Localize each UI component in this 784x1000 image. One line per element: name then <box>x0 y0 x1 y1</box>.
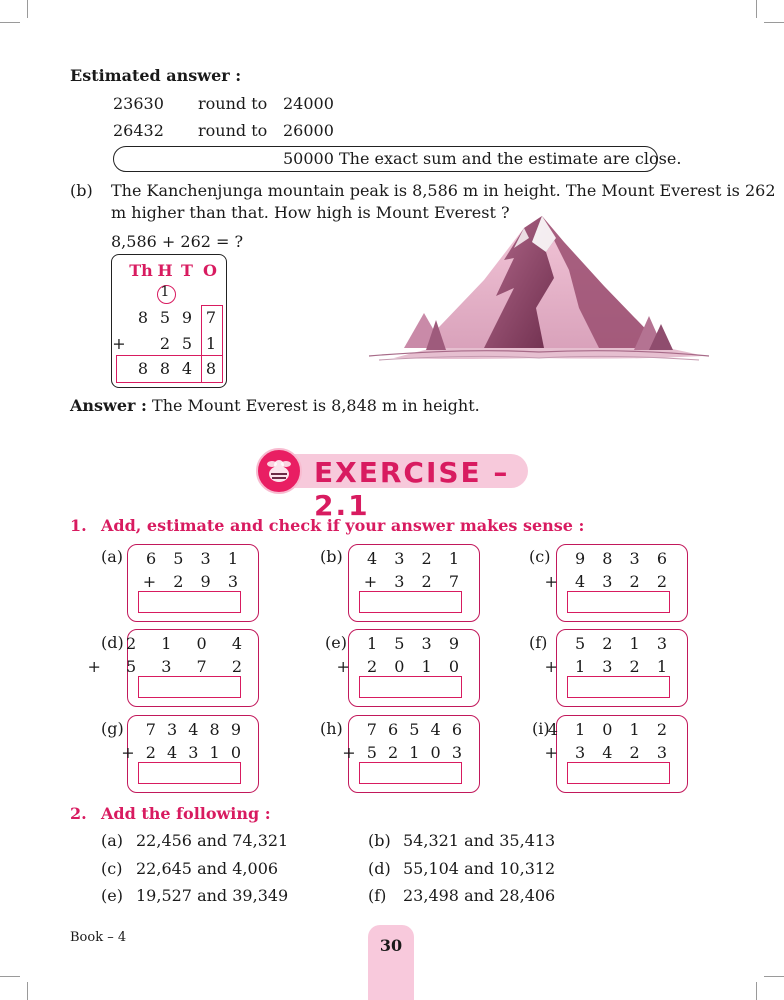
answer-box[interactable] <box>359 676 462 698</box>
estimated-heading: Estimated answer : <box>70 66 242 85</box>
result-digit: 8 <box>159 359 171 378</box>
bee-icon <box>256 448 302 494</box>
column-header: T <box>181 261 193 280</box>
addend-top: 2 1 0 4 <box>126 634 252 653</box>
addend-top: 9 8 3 6 <box>575 549 673 568</box>
item-label: (a) <box>101 831 124 850</box>
answer-box[interactable] <box>138 591 241 613</box>
exercise-banner <box>256 448 528 522</box>
item-text: 22,456 and 74,321 <box>136 831 289 850</box>
carry-digit: 1 <box>160 284 170 300</box>
item-label: (e) <box>325 633 347 652</box>
item-label: (h) <box>320 719 343 738</box>
result-digit: 8 <box>205 359 217 378</box>
estimate-result: 24000 <box>283 94 334 113</box>
column-header: H <box>157 261 173 280</box>
digit: 8 <box>137 308 149 327</box>
crop-mark <box>27 0 28 18</box>
problem-text: m higher than that. How high is Mount Everest ? <box>111 203 510 222</box>
addition-box <box>87 629 259 707</box>
result-digit: 8 <box>137 359 149 378</box>
estimate-number: 26432 <box>113 121 164 140</box>
problem-text: The Kanchenjunga mountain peak is 8,586 m in height. The Mount Everest is 262 <box>111 181 776 200</box>
addend-bottom: + 5 2 1 0 3 <box>342 743 465 762</box>
question-text: Add the following : <box>101 804 271 823</box>
answer-box[interactable] <box>359 762 462 784</box>
addition-box <box>342 715 480 793</box>
item-label: (i) <box>532 719 550 738</box>
problem-equation: 8,586 + 262 = ? <box>111 232 244 251</box>
answer-box[interactable] <box>567 762 670 784</box>
crop-mark <box>764 22 784 23</box>
item-label: (d) <box>368 859 391 878</box>
item-text: 55,104 and 10,312 <box>403 859 556 878</box>
column-header: O <box>203 261 217 280</box>
digit: 1 <box>205 334 217 353</box>
answer-box[interactable] <box>138 676 241 698</box>
addition-box <box>121 715 259 793</box>
plus-sign: + <box>112 334 126 353</box>
addition-box <box>348 544 480 622</box>
crop-mark <box>0 976 20 977</box>
answer-box[interactable] <box>567 676 670 698</box>
item-label: (g) <box>101 719 124 738</box>
digit: 5 <box>181 334 193 353</box>
addend-bottom: + 4 3 2 2 <box>544 572 673 591</box>
book-label: Book – 4 <box>70 930 127 945</box>
addend-bottom: + 2 4 3 1 0 <box>121 743 244 762</box>
digit: 7 <box>205 308 217 327</box>
question-number: 2. <box>70 804 87 823</box>
estimate-result: 26000 <box>283 121 334 140</box>
answer-box[interactable] <box>567 591 670 613</box>
addend-top: 1 5 3 9 <box>367 634 465 653</box>
exercise-title: EXERCISE – 2.1 <box>314 456 510 522</box>
item-label: (c) <box>529 547 551 566</box>
page-number: 30 <box>379 936 403 955</box>
crop-mark <box>764 976 784 977</box>
item-label: (c) <box>101 859 123 878</box>
crop-mark <box>27 982 28 1000</box>
estimate-operation: round to <box>198 94 268 113</box>
addition-box <box>544 629 688 707</box>
addition-box <box>544 544 688 622</box>
addend-top: 7 3 4 8 9 <box>145 720 244 739</box>
item-label: (f) <box>368 886 387 905</box>
digit: 5 <box>159 308 171 327</box>
result-digit: 4 <box>181 359 193 378</box>
answer-line <box>70 396 480 415</box>
addend-top: 4 3 2 1 <box>367 549 465 568</box>
problem-label: (b) <box>70 181 93 200</box>
place-value-table <box>111 254 227 388</box>
answer-box[interactable] <box>359 591 462 613</box>
addend-top: 7 6 5 4 6 <box>366 720 465 739</box>
addition-box <box>336 629 480 707</box>
addend-top: 4 1 0 1 2 <box>547 720 673 739</box>
question-text: Add, estimate and check if your answer makes sense : <box>101 516 585 535</box>
item-label: (f) <box>529 633 548 652</box>
addend-bottom: + 5 3 7 2 <box>87 657 252 676</box>
addend-bottom: + 3 4 2 3 <box>544 743 673 762</box>
item-label: (b) <box>320 547 343 566</box>
item-label: (b) <box>368 831 391 850</box>
item-label: (d) <box>101 633 124 652</box>
addend-bottom: + 2 0 1 0 <box>336 657 465 676</box>
item-label: (a) <box>101 547 124 566</box>
crop-mark <box>0 22 20 23</box>
addition-box <box>544 715 688 793</box>
column-header: Th <box>129 261 153 280</box>
answer-label: Answer : <box>70 396 147 415</box>
estimate-operation: round to <box>198 121 268 140</box>
crop-mark <box>756 0 757 18</box>
addend-top: 5 2 1 3 <box>575 634 673 653</box>
mountain-illustration <box>364 208 714 370</box>
item-text: 19,527 and 39,349 <box>136 886 289 905</box>
addend-bottom: + 2 9 3 <box>142 572 244 591</box>
estimate-conclusion: 50000 The exact sum and the estimate are close. <box>283 149 682 168</box>
item-text: 22,645 and 4,006 <box>136 859 279 878</box>
answer-box[interactable] <box>138 762 241 784</box>
addend-top: 6 5 3 1 <box>146 549 244 568</box>
addition-box <box>127 544 259 622</box>
question-number: 1. <box>70 516 87 535</box>
item-text: 54,321 and 35,413 <box>403 831 556 850</box>
addend-bottom: + 1 3 2 1 <box>544 657 673 676</box>
digit: 2 <box>159 334 171 353</box>
crop-mark <box>756 982 757 1000</box>
item-label: (e) <box>101 886 123 905</box>
item-text: 23,498 and 28,406 <box>403 886 556 905</box>
digit: 9 <box>181 308 193 327</box>
addend-bottom: + 3 2 7 <box>363 572 465 591</box>
answer-text: The Mount Everest is 8,848 m in height. <box>152 396 480 415</box>
estimate-number: 23630 <box>113 94 164 113</box>
